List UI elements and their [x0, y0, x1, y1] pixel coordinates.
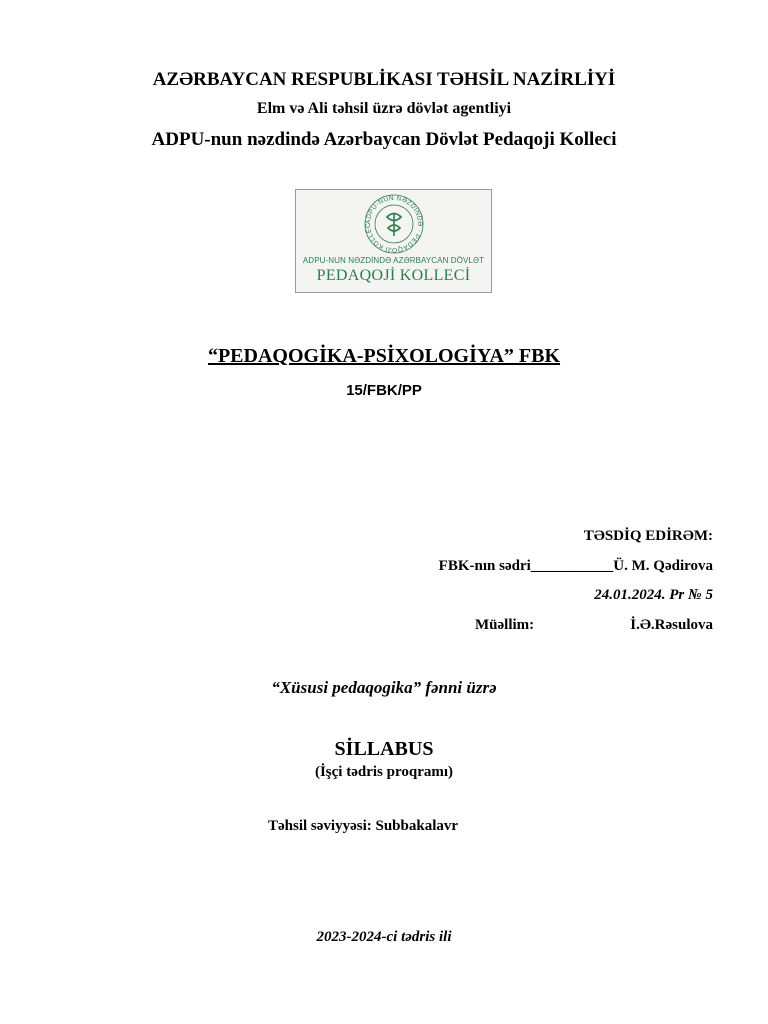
chair-signature-line — [439, 558, 713, 575]
academic-year: 2023-2024-ci tədris ili — [316, 929, 452, 945]
logo-caption-bottom: PEDAQOJİ KOLLECİ — [316, 267, 471, 284]
ministry-heading: AZƏRBAYCAN RESPUBLİKASI TƏHSİL NAZİRLİYİ — [152, 69, 616, 90]
college-logo — [295, 189, 492, 293]
department-code: 15/FBK/PP — [346, 382, 422, 399]
teacher-name: İ.Ə.Rəsulova — [630, 617, 713, 633]
signature-blank: ___________ — [530, 558, 614, 574]
department-title: “PEDAQOGİKA-PSİXOLOGİYA” FBK — [207, 345, 561, 367]
college-heading: ADPU-nun nəzdində Azərbaycan Dövlət Pedaqoji Kolleci — [151, 129, 617, 150]
chair-name: Ü. M. Qədirova — [613, 558, 713, 574]
syllabus-subtitle: (İşçi tədris proqramı) — [314, 764, 454, 780]
approval-date: 24.01.2024. Pr № 5 — [594, 587, 713, 603]
approval-heading: TƏSDİQ EDİRƏM: — [583, 528, 713, 544]
subject-line: “Xüsusi pedaqogika” fənni üzrə — [271, 678, 497, 697]
chair-label: FBK-nın sədri — [438, 558, 531, 574]
teacher-label: Müəllim: — [475, 617, 535, 633]
logo-caption-top: ADPU-NUN NƏZDİNDƏ AZƏRBAYCAN DÖVLƏT — [302, 256, 485, 265]
syllabus-title: SİLLABUS — [334, 738, 434, 760]
logo-ring-text: ADPU-NUN NƏZDİNDƏ · PEDAQOJİ KOLLEC — [364, 194, 424, 254]
education-level: Təhsil səviyyəsi: Subbakalavr — [268, 818, 459, 834]
agency-heading: Elm və Ali təhsil üzrə dövlət agentliyi — [256, 100, 512, 117]
svg-text:ADPU-NUN NƏZDİNDƏ · PEDAQOJİ K — [296, 190, 423, 254]
